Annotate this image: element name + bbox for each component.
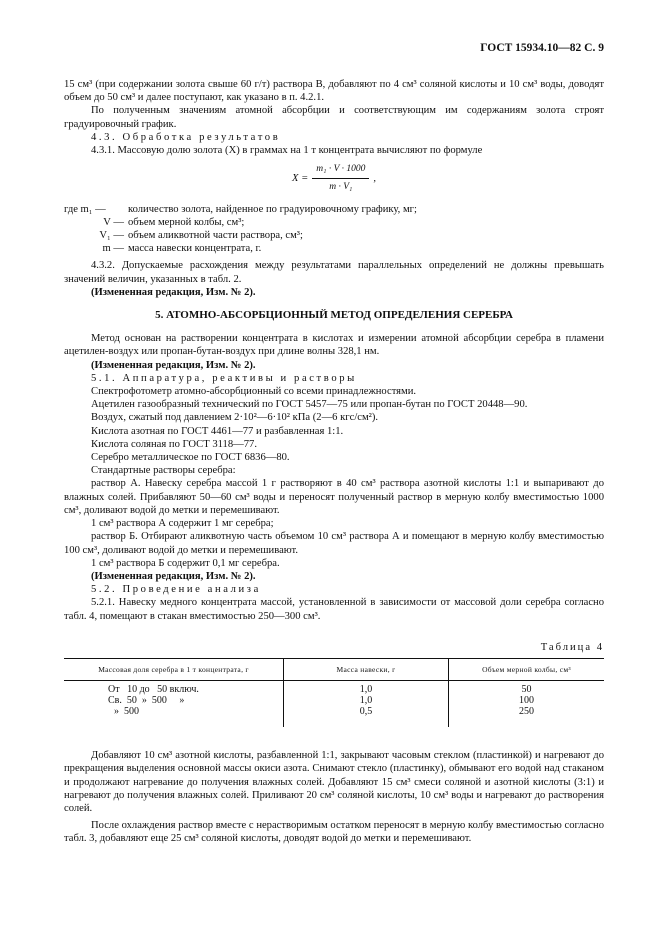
- formula: [64, 163, 604, 194]
- paragraph: Кислота азотная по ГОСТ 4461—77 и разбавленная 1:1.: [91, 425, 344, 437]
- paragraph: раствор А. Навеску серебра массой 1 г растворяют в 40 см³ раствора азотной кислоты 1:1 и выпаривают до влажных солей. Прибавляют 50—60 см³ воды и переносят полученный раствор в мерную колбу вместимостью 1000 см³, доливают водой до метки и перемешивают.: [64, 478, 604, 516]
- formula-tail: ,: [373, 173, 376, 185]
- definition-text: масса навески концентрата, г.: [128, 243, 262, 255]
- table-cell: Св. 50 » 500 »: [108, 695, 185, 707]
- paragraph: Ацетилен газообразный технический по ГОСТ 5457—75 или пропан-бутан по ГОСТ 20448—90.: [91, 399, 528, 411]
- definition-text: объем мерной колбы, см³;: [128, 216, 245, 228]
- definitions-list: [64, 203, 604, 256]
- definition-symbol: m —: [102, 243, 124, 255]
- table-row: [64, 695, 604, 706]
- table-cell: 250: [449, 706, 605, 727]
- table-row: [64, 681, 604, 696]
- definition-row: [64, 242, 604, 255]
- table-header: Масса навески, г: [284, 658, 449, 680]
- definition-symbol: V —: [103, 216, 124, 228]
- formula-lhs: X =: [292, 173, 309, 185]
- amendment-note: (Измененная редакция, Изм. № 2).: [91, 286, 256, 298]
- paragraph: 1 см³ раствора Б содержит 0,1 мг серебра.: [91, 557, 280, 569]
- paragraph: Метод основан на растворении концентрата в кислотах и измерении атомной абсорбции серебра в пламени ацетилен-воздух или пропан-бутан-воздух при длине волны 328,1 нм.: [64, 333, 604, 358]
- paragraph: раствор Б. Отбирают аликвотную часть объемом 10 см³ раствора А и помещают в мерную колбу вместимостью 100 см³, доливают водой до метки и перемешивают.: [64, 531, 604, 556]
- table-header: Массовая доля серебра в 1 т концентрата, г: [64, 658, 284, 680]
- paragraph: 15 см³ (при содержании золота свыше 60 г/т) раствора В, добавляют по 4 см³ соляной кислоты и 10 см³ воды, доводят объем до 50 см³ и далее поступают, как указано в п. 4.2.1.: [64, 79, 604, 104]
- table-cell: 1,0: [284, 695, 449, 706]
- definition-symbol: где m₁ —: [64, 203, 106, 215]
- table-header-row: [64, 658, 604, 680]
- paragraph: Серебро металлическое по ГОСТ 6836—80.: [91, 452, 290, 464]
- subsection-heading: 5.2. Проведение анализа: [91, 584, 261, 596]
- paragraph: Добавляют 10 см³ азотной кислоты, разбавленной 1:1, закрывают часовым стеклом (пластинкой) и нагревают до прекращения выделения основной массы окиси азота. Снимают стекло (пластинку), обмывают его водой над стаканом и продолжают нагревание до получения влажных солей. Добавляют 15 см³ смеси соляной и азотной кислоты (3:1) и нагревают до получения влажных солей. Приливают 20 см³ соляной кислоты, 10 см³ воды и нагревают до растворения солей.: [64, 750, 604, 814]
- table-cell: 0,5: [284, 706, 449, 727]
- table-cell: От 10 до 50 включ.: [108, 684, 199, 696]
- table-row: [64, 706, 604, 727]
- definition-symbol: V₁ —: [99, 230, 124, 242]
- paragraph: Кислота соляная по ГОСТ 3118—77.: [91, 438, 257, 450]
- document-body: [64, 40, 604, 846]
- formula-denominator: m · V₁: [329, 182, 353, 193]
- amendment-note: (Измененная редакция, Изм. № 2).: [91, 359, 256, 371]
- paragraph: 5.2.1. Навеску медного концентрата массой, установленной в зависимости от массовой доли серебра согласно табл. 4, помещают в стакан вместимостью 250—300 см³.: [64, 597, 604, 622]
- formula-fraction: [312, 163, 369, 194]
- page-header: ГОСТ 15934.10—82 С. 9: [480, 42, 604, 54]
- paragraph: Стандартные растворы серебра:: [91, 465, 236, 477]
- paragraph: 4.3.2. Допускаемые расхождения между результатами параллельных определений не должны превышать значений величин, указанных в табл. 2.: [64, 260, 604, 285]
- definition-row: [64, 203, 604, 216]
- table-cell: » 500: [114, 706, 139, 718]
- table-header: Объем мерной колбы, см³: [449, 658, 605, 680]
- paragraph: 4.3.1. Массовую долю золота (X) в граммах на 1 т концентрата вычисляют по формуле: [91, 145, 483, 157]
- definition-text: объем аликвотной части раствора, см³;: [128, 230, 303, 242]
- amendment-note: (Измененная редакция, Изм. № 2).: [91, 570, 256, 582]
- table-cell: 50: [449, 681, 605, 696]
- definition-text: количество золота, найденное по градуировочному графику, мг;: [128, 203, 417, 215]
- table-cell: 1,0: [284, 681, 449, 696]
- paragraph: Спектрофотометр атомно-абсорбционный со всеми принадлежностями.: [91, 386, 417, 398]
- table-cell: 100: [449, 695, 605, 706]
- paragraph: 1 см³ раствора А содержит 1 мг серебра;: [91, 518, 274, 530]
- formula-numerator: m₁ · V · 1000: [312, 163, 369, 179]
- paragraph: Воздух, сжатый под давлением 2·10²—6·10² кПа (2—6 кгс/см²).: [91, 412, 379, 424]
- subsection-heading: 5.1. Аппаратура, реактивы и растворы: [91, 372, 357, 384]
- paragraph: После охлаждения раствор вместе с нерастворимым остатком переносят в мерную колбу вместимостью согласно табл. 3, добавляют еще 25 см³ соляной кислоты, доводят водой до метки и перемешивают.: [64, 820, 604, 845]
- definition-row: [64, 216, 604, 229]
- data-table: [64, 658, 604, 727]
- definition-row: [64, 229, 604, 242]
- subsection-heading: 4.3. Обработка результатов: [91, 131, 281, 143]
- table-caption: Таблица 4: [540, 641, 604, 653]
- paragraph: По полученным значениям атомной абсорбции и соответствующим им содержаниям золота строят градуировочный график.: [64, 105, 604, 130]
- section-title: 5. АТОМНО-АБСОРБЦИОННЫЙ МЕТОД ОПРЕДЕЛЕНИЯ СЕРЕБРА: [155, 309, 513, 322]
